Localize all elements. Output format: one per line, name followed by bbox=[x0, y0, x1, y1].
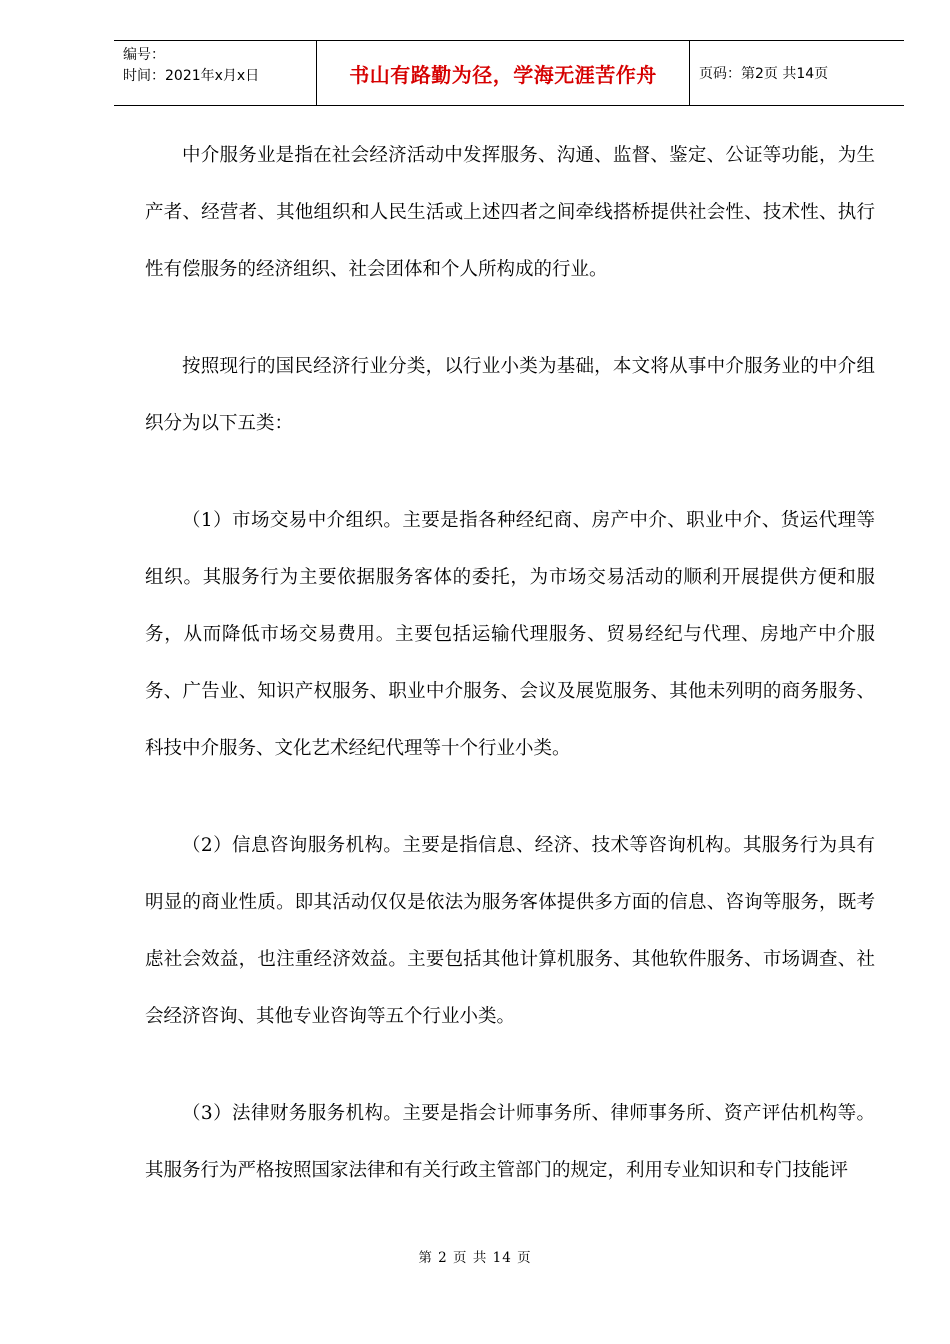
header-meta-cell bbox=[114, 41, 316, 105]
number-label: 编号： bbox=[123, 47, 165, 63]
paragraph-info-consulting: （2）信息咨询服务机构。主要是指信息、经济、技术等咨询机构。其服务行为具有明显的商业性质。即其活动仅仅是依法为服务客体提供多方面的信息、咨询等服务，既考虑社会效益，也注重经济效益。主要包括其他计算机服务、其他软件服务、市场调查、社会经济咨询、其他专业咨询等五个行业小类。 bbox=[145, 835, 875, 1027]
paragraph-classification: 按照现行的国民经济行业分类，以行业小类为基础，本文将从事中介服务业的中介组织分为以下五类： bbox=[145, 356, 875, 434]
paragraph-market-trade: （1）市场交易中介组织。主要是指各种经纪商、房产中介、职业中介、货运代理等组织。其服务行为主要依据服务客体的委托，为市场交易活动的顺利开展提供方便和服务，从而降低市场交易费用。主要包括运输代理服务、贸易经纪与代理、房地产中介服务、广告业、知识产权服务、职业中介服务、会议及展览服务、其他未列明的商务服务、科技中介服务、文化艺术经纪代理等十个行业小类。 bbox=[145, 510, 875, 759]
paragraph-legal-finance: （3）法律财务服务机构。主要是指会计师事务所、律师事务所、资产评估机构等。其服务行为严格按照国家法律和有关行政主管部门的规定，利用专业知识和专门技能评 bbox=[145, 1103, 875, 1181]
header-page-cell bbox=[690, 41, 904, 105]
page-number-label: 页码：第2页 共14页 bbox=[699, 66, 829, 82]
page-footer: 第 2 页 共 14 页 bbox=[418, 1250, 532, 1266]
document-body bbox=[145, 127, 875, 1239]
header-motto-cell bbox=[316, 41, 690, 105]
page-header bbox=[114, 40, 904, 106]
motto-text: 书山有路勤为径，学海无涯苦作舟 bbox=[349, 62, 657, 87]
time-label: 时间：2021年x月x日 bbox=[123, 68, 260, 84]
paragraph-definition: 中介服务业是指在社会经济活动中发挥服务、沟通、监督、鉴定、公证等功能，为生产者、经营者、其他组织和人民生活或上述四者之间牵线搭桥提供社会性、技术性、执行性有偿服务的经济组织、社会团体和个人所构成的行业。 bbox=[145, 145, 875, 280]
